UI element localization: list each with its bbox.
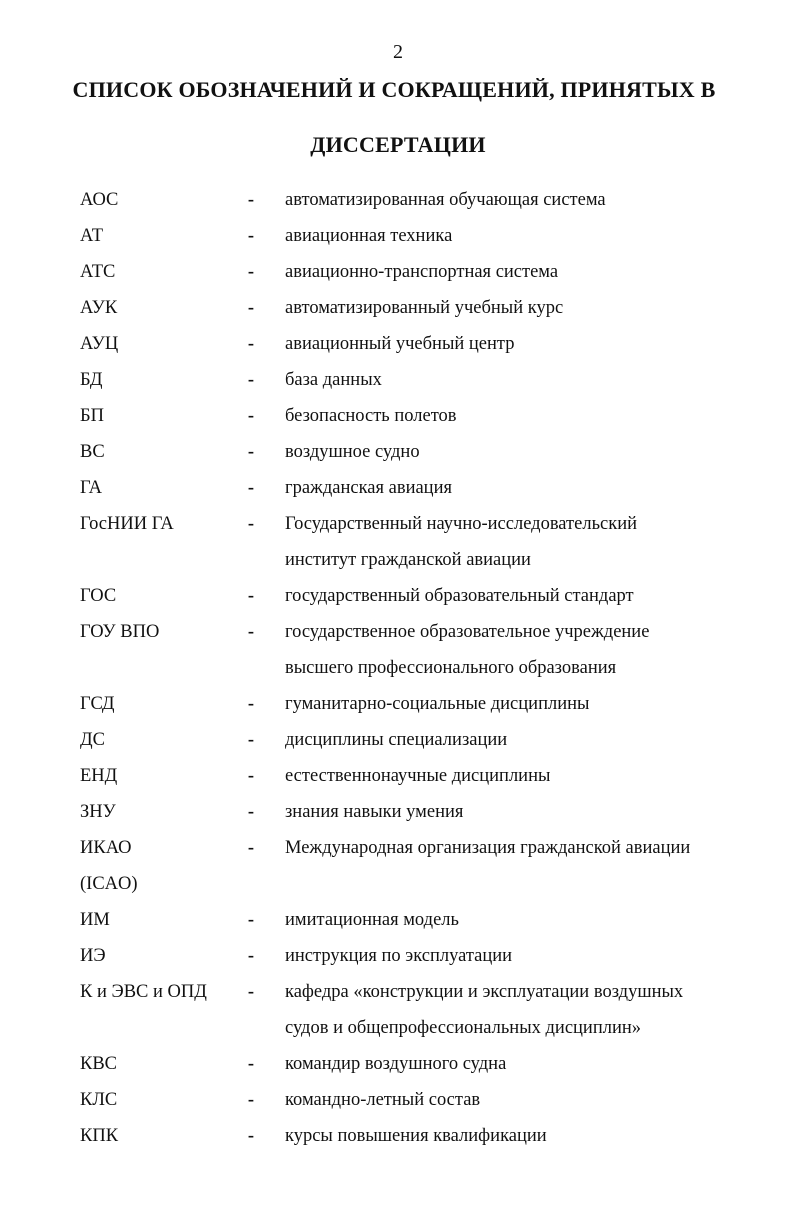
definition: авиационная техника bbox=[285, 226, 453, 246]
separator-dash: - bbox=[247, 370, 255, 390]
definition: безопасность полетов bbox=[285, 406, 457, 426]
list-item bbox=[0, 182, 796, 218]
definition: автоматизированный учебный курс bbox=[285, 298, 564, 318]
list-item bbox=[0, 686, 796, 722]
list-item bbox=[0, 434, 796, 470]
definition: авиационный учебный центр bbox=[285, 334, 515, 354]
definition: Международная организация гражданской авиации bbox=[285, 838, 691, 858]
list-item-continuation bbox=[0, 542, 796, 578]
list-item bbox=[0, 902, 796, 938]
abbreviation: ГСД bbox=[80, 694, 115, 714]
separator-dash: - bbox=[247, 766, 255, 786]
definition-continuation: институт гражданской авиации bbox=[285, 550, 531, 570]
abbreviation: ДС bbox=[80, 730, 105, 750]
list-item bbox=[0, 938, 796, 974]
definition: имитационная модель bbox=[285, 910, 459, 930]
list-item bbox=[0, 470, 796, 506]
separator-dash: - bbox=[247, 478, 255, 498]
abbreviation: ИЭ bbox=[80, 946, 106, 966]
list-item-continuation bbox=[0, 650, 796, 686]
abbreviation-continuation: (ICAO) bbox=[80, 874, 138, 894]
abbreviation: АУЦ bbox=[80, 334, 119, 354]
list-item bbox=[0, 1046, 796, 1082]
separator-dash: - bbox=[247, 730, 255, 750]
list-item bbox=[0, 974, 796, 1010]
list-item bbox=[0, 1118, 796, 1154]
abbreviation: БП bbox=[80, 406, 104, 426]
page-number: 2 bbox=[393, 41, 403, 63]
definition-continuation: высшего профессионального образования bbox=[285, 658, 617, 678]
definition: кафедра «конструкции и эксплуатации воздушных bbox=[285, 982, 684, 1002]
definition: курсы повышения квалификации bbox=[285, 1126, 547, 1146]
separator-dash: - bbox=[247, 334, 255, 354]
list-item bbox=[0, 722, 796, 758]
separator-dash: - bbox=[247, 910, 255, 930]
definition: командир воздушного судна bbox=[285, 1054, 507, 1074]
abbreviation: АОС bbox=[80, 190, 119, 210]
abbreviation: ГА bbox=[80, 478, 103, 498]
separator-dash: - bbox=[247, 1054, 255, 1074]
separator-dash: - bbox=[247, 442, 255, 462]
separator-dash: - bbox=[247, 946, 255, 966]
abbreviation: ВС bbox=[80, 442, 105, 462]
separator-dash: - bbox=[247, 406, 255, 426]
list-item bbox=[0, 614, 796, 650]
list-item bbox=[0, 254, 796, 290]
abbreviation: КЛС bbox=[80, 1090, 118, 1110]
definition: авиационно-транспортная система bbox=[285, 262, 559, 282]
definition: дисциплины специализации bbox=[285, 730, 508, 750]
abbreviation: БД bbox=[80, 370, 103, 390]
definition: знания навыки умения bbox=[285, 802, 464, 822]
separator-dash: - bbox=[247, 586, 255, 606]
separator-dash: - bbox=[247, 694, 255, 714]
separator-dash: - bbox=[247, 226, 255, 246]
abbreviation: ГосНИИ ГА bbox=[80, 514, 174, 534]
separator-dash: - bbox=[247, 622, 255, 642]
abbreviation: АТ bbox=[80, 226, 104, 246]
abbreviation-list bbox=[0, 182, 796, 1154]
abbreviation: К и ЭВС и ОПД bbox=[80, 982, 207, 1002]
abbreviation: ИМ bbox=[80, 910, 110, 930]
list-item bbox=[0, 794, 796, 830]
list-item-continuation bbox=[0, 866, 796, 902]
list-item bbox=[0, 1082, 796, 1118]
list-item bbox=[0, 830, 796, 866]
separator-dash: - bbox=[247, 190, 255, 210]
abbreviation: ГОС bbox=[80, 586, 117, 606]
definition: государственное образовательное учреждение bbox=[285, 622, 650, 642]
list-item bbox=[0, 758, 796, 794]
definition: Государственный научно-исследовательский bbox=[285, 514, 638, 534]
list-item bbox=[0, 326, 796, 362]
list-item-continuation bbox=[0, 1010, 796, 1046]
definition: база данных bbox=[285, 370, 382, 390]
abbreviation: АТС bbox=[80, 262, 116, 282]
definition: государственный образовательный стандарт bbox=[285, 586, 634, 606]
definition: автоматизированная обучающая система bbox=[285, 190, 606, 210]
separator-dash: - bbox=[247, 1126, 255, 1146]
definition: гуманитарно-социальные дисциплины bbox=[285, 694, 590, 714]
list-item bbox=[0, 578, 796, 614]
abbreviation: ИКАО bbox=[80, 838, 132, 858]
separator-dash: - bbox=[247, 982, 255, 1002]
list-item bbox=[0, 506, 796, 542]
page-title-line-2: ДИССЕРТАЦИИ bbox=[310, 132, 486, 157]
definition: естественнонаучные дисциплины bbox=[285, 766, 551, 786]
separator-dash: - bbox=[247, 838, 255, 858]
separator-dash: - bbox=[247, 262, 255, 282]
definition: командно-летный состав bbox=[285, 1090, 481, 1110]
abbreviation: КПК bbox=[80, 1126, 119, 1146]
definition: инструкция по эксплуатации bbox=[285, 946, 513, 966]
separator-dash: - bbox=[247, 1090, 255, 1110]
definition: гражданская авиация bbox=[285, 478, 452, 498]
separator-dash: - bbox=[247, 802, 255, 822]
list-item bbox=[0, 290, 796, 326]
list-item bbox=[0, 362, 796, 398]
abbreviation: ЗНУ bbox=[80, 802, 116, 822]
separator-dash: - bbox=[247, 298, 255, 318]
list-item bbox=[0, 218, 796, 254]
page-title-line-1: СПИСОК ОБОЗНАЧЕНИЙ И СОКРАЩЕНИЙ, ПРИНЯТЫХ В bbox=[72, 77, 716, 102]
abbreviation: КВС bbox=[80, 1054, 118, 1074]
definition: воздушное судно bbox=[285, 442, 420, 462]
abbreviation: ЕНД bbox=[80, 766, 118, 786]
abbreviation: ГОУ ВПО bbox=[80, 622, 160, 642]
separator-dash: - bbox=[247, 514, 255, 534]
abbreviation: АУК bbox=[80, 298, 118, 318]
list-item bbox=[0, 398, 796, 434]
definition-continuation: судов и общепрофессиональных дисциплин» bbox=[285, 1018, 642, 1038]
